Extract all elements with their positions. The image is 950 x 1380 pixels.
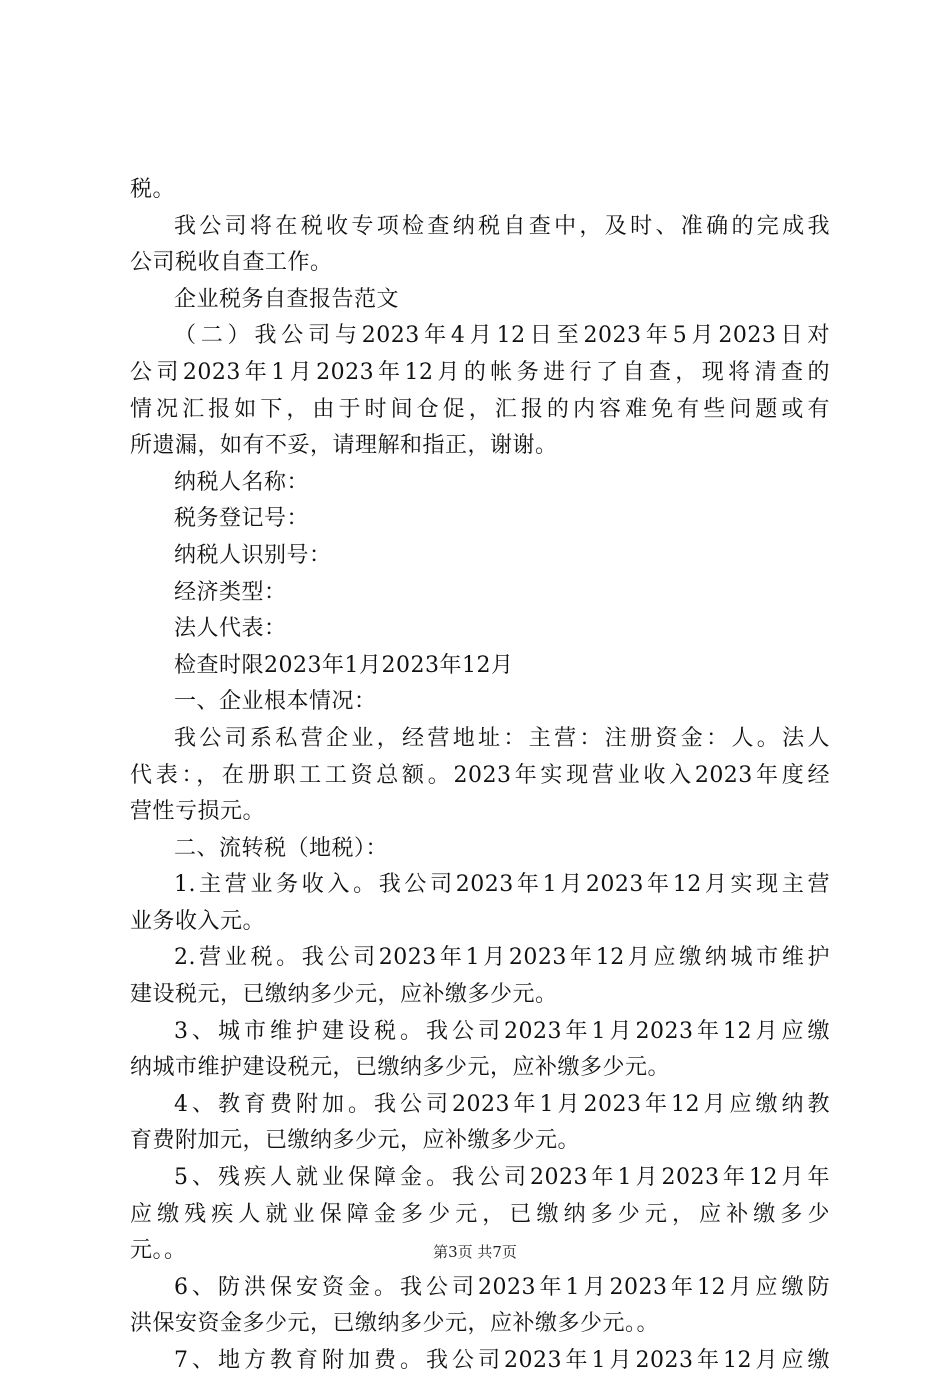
- text-line: 5、残疾人就业保障金。我公司2023年1月2023年12月年: [174, 1165, 830, 1191]
- text-line: 纳税人名称：: [174, 469, 310, 495]
- text-line: 我公司系私营企业，经营地址：主营：注册资金：人。法人: [174, 725, 830, 751]
- text-line: （二）我公司与2023年4月12日至2023年5月2023日对: [174, 323, 830, 349]
- text-line: 应缴残疾人就业保障金多少元，已缴纳多少元，应补缴多少: [130, 1201, 830, 1227]
- text-line: 代表：，在册职工工资总额。2023年实现营业收入2023年度经: [130, 762, 830, 788]
- text-line: 纳税人识别号：: [174, 542, 332, 568]
- text-line: 建设税元，已缴纳多少元，应补缴多少元。: [130, 982, 558, 1008]
- text-line: 经济类型：: [174, 579, 287, 605]
- text-line: 所遗漏，如有不妥，请理解和指正，谢谢。: [130, 433, 558, 459]
- text-line: 育费附加元，已缴纳多少元，应补缴多少元。: [130, 1128, 581, 1154]
- document-body: [130, 172, 830, 1380]
- text-line: 7、地方教育附加费。我公司2023年1月2023年12月应缴: [174, 1348, 830, 1373]
- text-line: 税务登记号：: [174, 506, 310, 532]
- text-line: 我公司将在税收专项检查纳税自查中，及时、准确的完成我: [174, 213, 830, 239]
- text-line: 一、企业根本情况：: [174, 689, 377, 715]
- text-line: 1.主营业务收入。我公司2023年1月2023年12月实现主营: [174, 872, 830, 898]
- text-line: 洪保安资金多少元，已缴纳多少元，应补缴多少元。。: [130, 1311, 660, 1337]
- text-line: 公司税收自查工作。: [130, 250, 333, 276]
- text-line: 公司2023年1月2023年12月的帐务进行了自查，现将清查的: [130, 359, 830, 385]
- text-line: 营性亏损元。: [130, 799, 266, 825]
- text-line: 企业税务自查报告范文: [174, 286, 400, 312]
- text-line: 税。: [130, 177, 176, 202]
- text-line: 纳城市维护建设税元，已缴纳多少元，应补缴多少元。: [130, 1055, 671, 1081]
- page-footer: 第3页 共7页: [433, 1243, 517, 1261]
- text-line: 6、防洪保安资金。我公司2023年1月2023年12月应缴防: [174, 1274, 830, 1300]
- text-line: 2.营业税。我公司2023年1月2023年12月应缴纳城市维护: [174, 945, 830, 971]
- text-line: 3、城市维护建设税。我公司2023年1月2023年12月应缴: [174, 1018, 830, 1044]
- text-line: 业务收入元。: [130, 908, 266, 934]
- text-line: 情况汇报如下，由于时间仓促，汇报的内容难免有些问题或有: [130, 396, 830, 422]
- text-line: 检查时限2023年1月2023年12月: [174, 652, 514, 678]
- text-line: 二、流转税（地税）：: [174, 835, 389, 861]
- text-line: 4、教育费附加。我公司2023年1月2023年12月应缴纳教: [174, 1091, 830, 1117]
- text-line: 法人代表：: [174, 616, 287, 642]
- text-line: 元。。: [130, 1238, 187, 1264]
